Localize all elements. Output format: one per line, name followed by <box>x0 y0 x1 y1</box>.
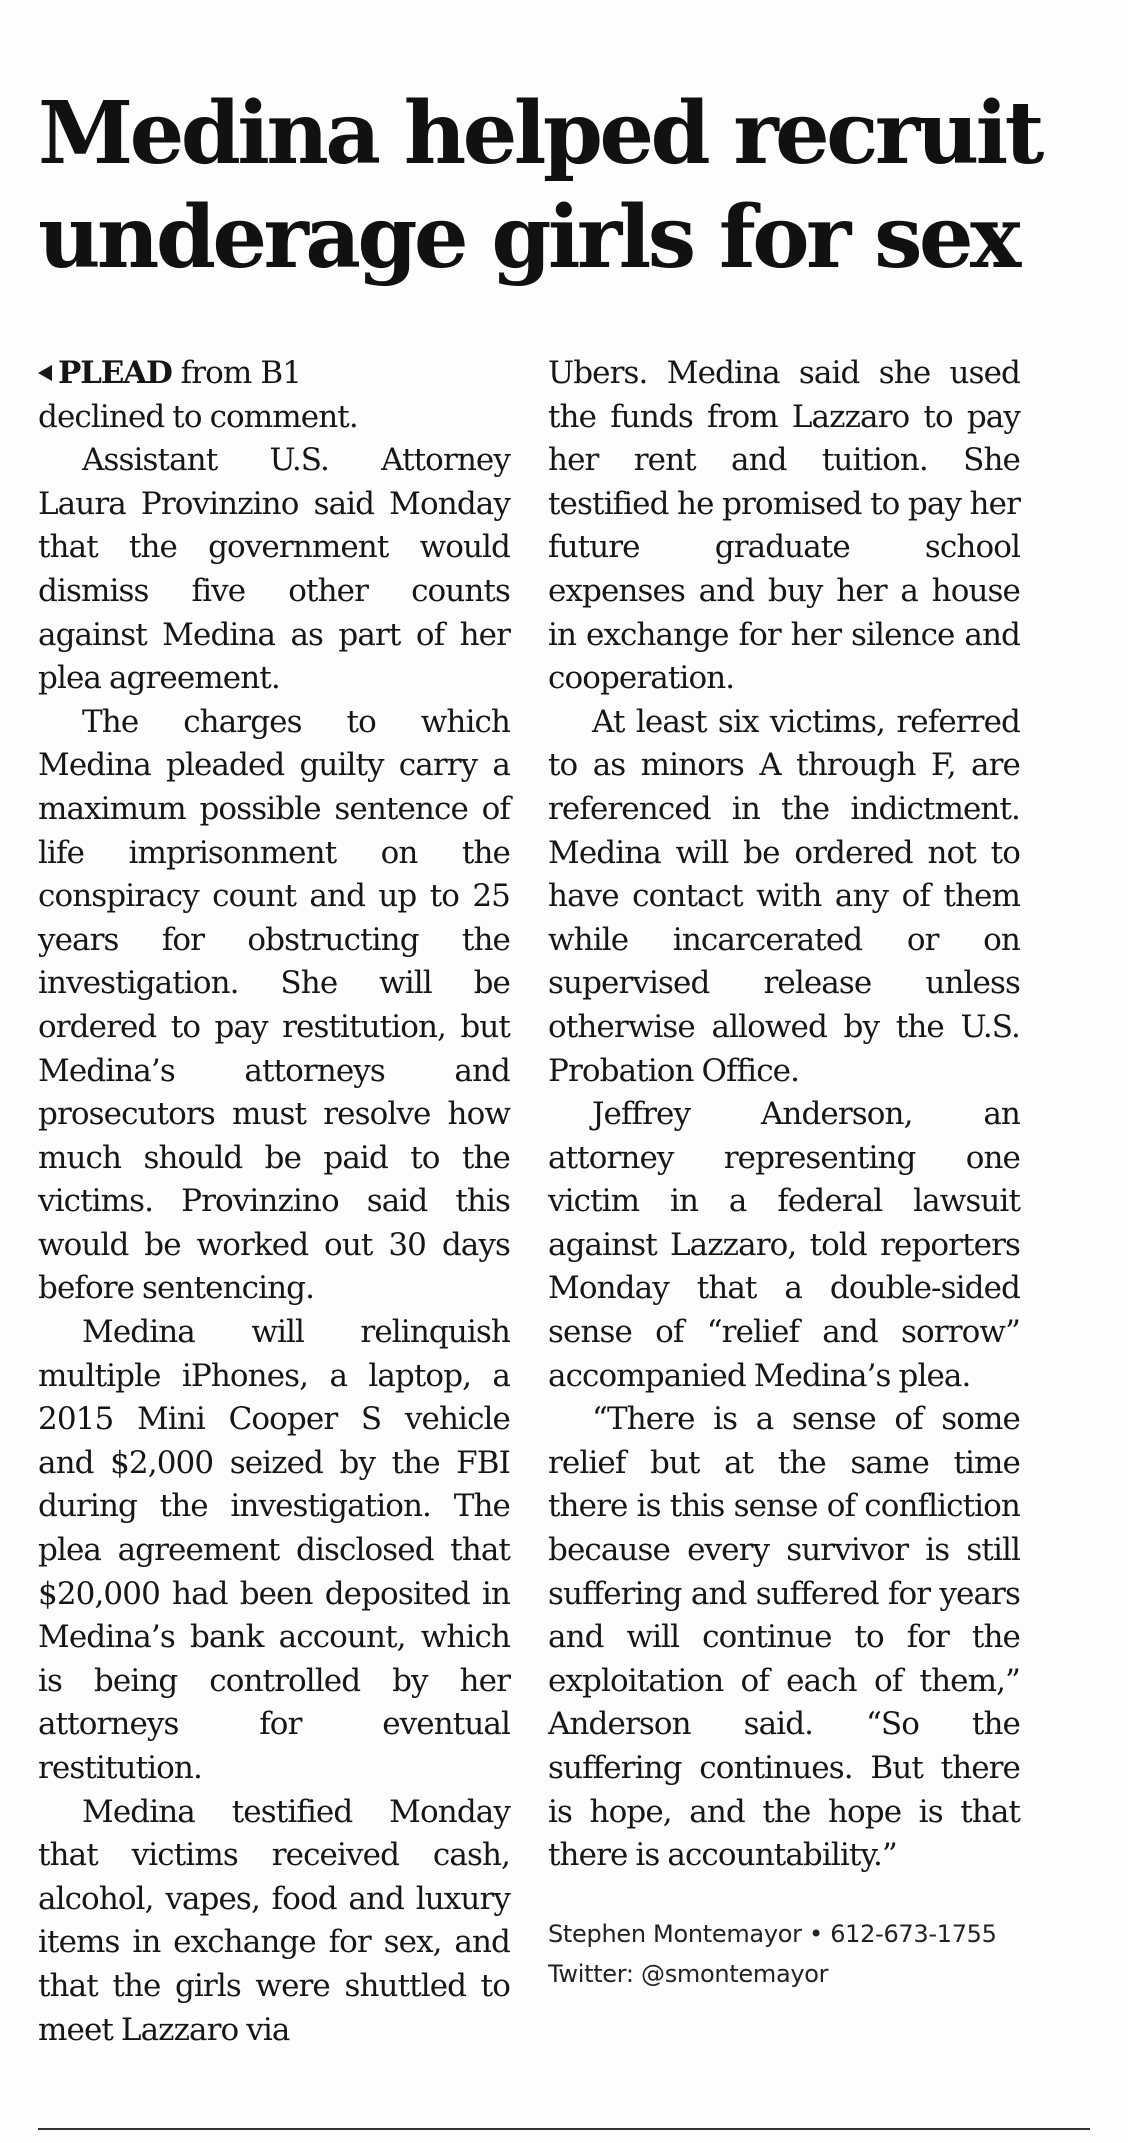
paragraph: Jeffrey Anderson, an attorney representing one victim in a federal lawsuit against Lazzaro, told reporters Monday that a double-sided sense of “relief and sorrow” accompanied Medina’s plea. <box>548 1096 1020 1394</box>
right-column <box>548 352 1020 1994</box>
left-column <box>38 352 510 2052</box>
byline <box>548 1914 1020 1994</box>
paragraph: At least six victims, referred to as minors A through F, are referenced in the indictment. Medina will be ordered not to have contact with any of them while incarcerated or on supervised release unless otherwise allowed by the U.S. Probation Office. <box>548 703 1020 1089</box>
paragraph: Medina will relinquish multiple iPhones, a laptop, a 2015 Mini Cooper S vehicle and $2,000 seized by the FBI during the investigation. The plea agreement disclosed that $20,000 had been deposited in Medina’s bank account, which is being controlled by her attorneys for eventual restitution. <box>38 1314 510 1786</box>
paragraph-continued: declined to comment. <box>38 398 358 435</box>
headline-line-2: underage girls for sex <box>38 187 1018 288</box>
paragraph: The charges to which Medina pleaded guilty carry a maximum possible sentence of life imprisonment on the conspiracy count and up to 25 years for obstructing the investigation. She will be ordered to pay restitution, but Medina’s attorneys and prosecutors must resolve how much should be paid to the victims. Provinzino said this would be worked out 30 days before sentencing. <box>38 703 510 1307</box>
jump-text: from B1 <box>171 355 302 391</box>
byline-twitter: Twitter: @smontemayor <box>548 1959 829 1988</box>
paragraph: Assistant U.S. Attorney Laura Provinzino said Monday that the government would dismiss five other counts against Medina as part of her plea agreement. <box>38 442 510 697</box>
bottom-divider <box>38 2128 1090 2130</box>
headline-line-1: Medina helped recruit <box>38 83 1041 184</box>
paragraph: Medina testified Monday that victims received cash, alcohol, vapes, food and luxury items in exchange for sex, and that the girls were shuttled to meet Lazzaro via <box>38 1793 510 2048</box>
jump-line <box>38 352 510 396</box>
headline <box>38 82 1098 290</box>
jump-label: PLEAD <box>58 355 172 391</box>
left-triangle-icon <box>38 365 52 381</box>
paragraph: “There is a sense of some relief but at the same time there is this sense of confliction because every survivor is still suffering and suffered for years and will continue to for the exploitation of each of them,” Anderson said. “So the suffering continues. But there is hope, and the hope is that there is accountability.” <box>548 1401 1020 1874</box>
paragraph-continued: Ubers. Medina said she used the funds from Lazzaro to pay her rent and tuition. She testified he promised to pay her future graduate school expenses and buy her a house in exchange for her silence and cooperation. <box>548 355 1020 697</box>
byline-author-phone: Stephen Montemayor • 612-673-1755 <box>548 1919 997 1948</box>
